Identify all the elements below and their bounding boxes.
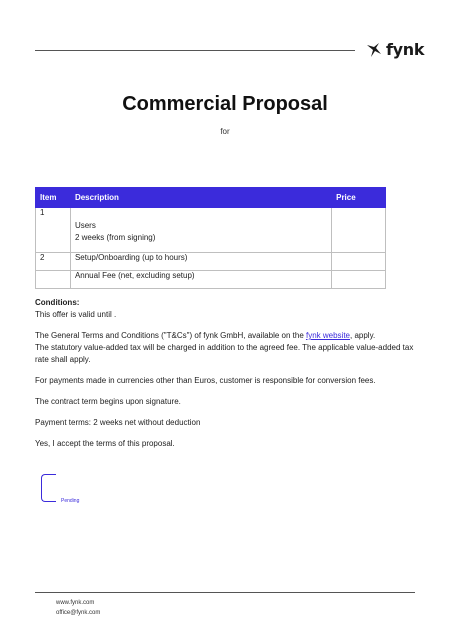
column-header-item: Item bbox=[36, 188, 71, 208]
pricing-table bbox=[35, 187, 386, 289]
terms-text: The General Terms and Conditions ("T&Cs") of fynk GmbH, available on the bbox=[35, 331, 306, 340]
fynk-website-link[interactable]: fynk website bbox=[305, 331, 351, 340]
signature-status: Pending bbox=[61, 498, 80, 504]
item-price bbox=[332, 208, 386, 253]
table-row bbox=[36, 208, 386, 253]
document-title: Commercial Proposal bbox=[122, 93, 328, 115]
description-line: 2 weeks (from signing) bbox=[74, 233, 156, 242]
item-description bbox=[70, 208, 331, 253]
conditions-heading: Conditions: bbox=[35, 298, 80, 307]
footer-website[interactable]: www.fynk.com bbox=[56, 600, 95, 606]
item-price bbox=[332, 253, 386, 271]
item-description: Annual Fee (net, excluding setup) bbox=[70, 271, 331, 289]
acceptance-statement: Yes, I accept the terms of this proposal. bbox=[35, 439, 175, 448]
contract-term-paragraph: The contract term begins upon signature. bbox=[35, 397, 181, 406]
table-row bbox=[36, 271, 386, 289]
description-line bbox=[75, 208, 331, 220]
bird-logo-icon bbox=[366, 42, 382, 58]
footer bbox=[56, 598, 100, 618]
table-row bbox=[36, 253, 386, 271]
logo-wordmark: fynk bbox=[386, 40, 425, 59]
item-number: 2 bbox=[36, 253, 71, 271]
item-price bbox=[332, 271, 386, 289]
footer-email[interactable]: office@fynk.com bbox=[56, 610, 101, 616]
terms-paragraph bbox=[35, 330, 420, 342]
item-number: 1 bbox=[36, 208, 71, 253]
item-description: Setup/Onboarding (up to hours) bbox=[70, 253, 331, 271]
payment-terms-paragraph: Payment terms: 2 weeks net without deduction bbox=[35, 418, 201, 427]
document-subtitle: for bbox=[220, 127, 230, 136]
conditions-section bbox=[35, 297, 420, 450]
signature-field[interactable] bbox=[41, 474, 56, 502]
currency-paragraph: For payments made in currencies other than Euros, customer is responsible for conversion fees. bbox=[35, 376, 376, 385]
header-divider bbox=[35, 50, 355, 51]
offer-validity: This offer is valid until . bbox=[35, 310, 117, 319]
footer-divider bbox=[35, 592, 415, 593]
terms-text-end: , apply. bbox=[350, 331, 376, 340]
description-line: Users bbox=[74, 221, 96, 230]
table-header-row bbox=[36, 188, 386, 208]
fynk-logo bbox=[366, 40, 424, 59]
vat-paragraph: The statutory value-added tax will be charged in addition to the agreed fee. The applicable value-added tax rate shall apply. bbox=[35, 343, 414, 364]
column-header-price: Price bbox=[332, 188, 386, 208]
item-number bbox=[36, 271, 71, 289]
column-header-description: Description bbox=[70, 188, 331, 208]
